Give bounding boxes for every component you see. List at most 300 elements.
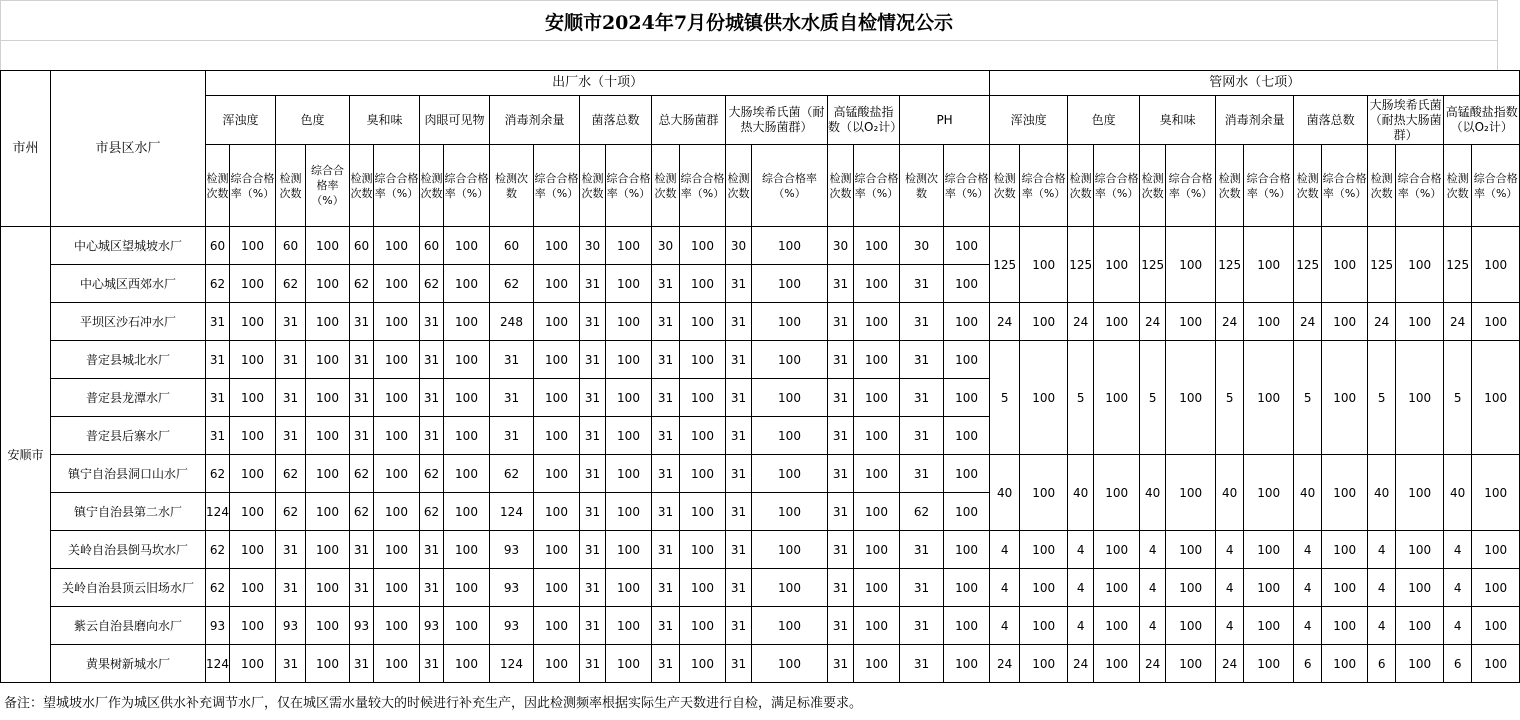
- factory-value: 100: [944, 531, 990, 569]
- factory-value: 31: [828, 607, 854, 645]
- factory-value: 100: [230, 227, 276, 265]
- factory-value: 60: [276, 227, 306, 265]
- factory-value: 100: [230, 455, 276, 493]
- factory-value: 100: [854, 303, 900, 341]
- factory-value: 31: [652, 265, 680, 303]
- network-value: 5: [1368, 341, 1396, 455]
- network-value: 100: [1094, 303, 1140, 341]
- header-test-count: 检测次数: [1368, 145, 1396, 227]
- factory-value: 62: [420, 493, 444, 531]
- factory-value: 31: [420, 341, 444, 379]
- factory-value: 100: [854, 265, 900, 303]
- header-test-count: 检测次数: [990, 145, 1020, 227]
- factory-value: 124: [490, 645, 534, 683]
- factory-value: 62: [206, 265, 230, 303]
- plant-name: 普定县龙潭水厂: [51, 379, 206, 417]
- factory-value: 100: [944, 341, 990, 379]
- header-pass-rate: 综合合格率（%）: [1094, 145, 1140, 227]
- factory-value: 100: [374, 645, 420, 683]
- header-test-count: 检测次数: [1216, 145, 1244, 227]
- network-value: 100: [1166, 607, 1216, 645]
- factory-value: 31: [726, 303, 752, 341]
- factory-value: 31: [726, 569, 752, 607]
- factory-value: 31: [828, 645, 854, 683]
- network-value: 125: [1068, 227, 1094, 303]
- water-quality-table: [0, 70, 1520, 683]
- factory-value: 100: [752, 417, 828, 455]
- header-network-item: 浑浊度: [990, 96, 1068, 145]
- factory-value: 31: [828, 265, 854, 303]
- factory-value: 62: [276, 493, 306, 531]
- factory-value: 31: [900, 645, 944, 683]
- factory-value: 100: [752, 455, 828, 493]
- factory-value: 31: [420, 379, 444, 417]
- factory-value: 100: [854, 455, 900, 493]
- network-value: 4: [1294, 607, 1322, 645]
- header-plant: 市县区水厂: [51, 71, 206, 227]
- factory-value: 31: [206, 417, 230, 455]
- factory-value: 100: [854, 493, 900, 531]
- factory-value: 100: [230, 303, 276, 341]
- factory-value: 93: [206, 607, 230, 645]
- factory-value: 100: [230, 493, 276, 531]
- network-value: 4: [1368, 531, 1396, 569]
- network-value: 100: [1322, 455, 1368, 531]
- factory-value: 62: [206, 531, 230, 569]
- table-row: [1, 607, 1520, 645]
- factory-value: 31: [900, 455, 944, 493]
- factory-value: 100: [680, 417, 726, 455]
- factory-value: 31: [652, 379, 680, 417]
- network-value: 40: [1294, 455, 1322, 531]
- factory-value: 31: [206, 379, 230, 417]
- factory-value: 100: [534, 341, 580, 379]
- network-value: 6: [1294, 645, 1322, 683]
- factory-value: 100: [534, 645, 580, 683]
- factory-value: 100: [230, 265, 276, 303]
- network-value: 100: [1244, 531, 1294, 569]
- table-row: [1, 645, 1520, 683]
- factory-value: 31: [726, 493, 752, 531]
- factory-value: 100: [230, 341, 276, 379]
- header-factory-item: 总大肠菌群: [652, 96, 726, 145]
- factory-value: 93: [420, 607, 444, 645]
- factory-value: 100: [680, 379, 726, 417]
- header-pass-rate: 综合合格率（%）: [944, 145, 990, 227]
- factory-value: 100: [444, 607, 490, 645]
- table-row: [1, 455, 1520, 493]
- header-network-item: 消毒剂余量: [1216, 96, 1294, 145]
- factory-value: 31: [276, 417, 306, 455]
- factory-value: 31: [580, 493, 606, 531]
- header-test-count: 检测次数: [350, 145, 374, 227]
- factory-value: 31: [580, 265, 606, 303]
- header-factory-item: 消毒剂余量: [490, 96, 580, 145]
- factory-value: 100: [444, 341, 490, 379]
- factory-value: 100: [374, 531, 420, 569]
- factory-value: 100: [374, 607, 420, 645]
- factory-value: 124: [206, 645, 230, 683]
- factory-value: 30: [580, 227, 606, 265]
- factory-value: 31: [420, 569, 444, 607]
- factory-value: 31: [652, 607, 680, 645]
- factory-value: 31: [206, 341, 230, 379]
- factory-value: 100: [752, 493, 828, 531]
- factory-value: 100: [854, 379, 900, 417]
- network-value: 100: [1396, 607, 1444, 645]
- network-value: 100: [1020, 645, 1068, 683]
- network-value: 100: [1244, 607, 1294, 645]
- network-value: 6: [1368, 645, 1396, 683]
- factory-value: 31: [652, 569, 680, 607]
- header-pass-rate: 综合合格率（%）: [1020, 145, 1068, 227]
- factory-value: 31: [726, 341, 752, 379]
- plant-name: 关岭自治县倒马坎水厂: [51, 531, 206, 569]
- header-test-count: 检测次数: [726, 145, 752, 227]
- header-network-item: 菌落总数: [1294, 96, 1368, 145]
- network-value: 5: [1294, 341, 1322, 455]
- header-pass-rate: 综合合格率（%）: [1322, 145, 1368, 227]
- factory-value: 100: [444, 265, 490, 303]
- factory-value: 100: [944, 645, 990, 683]
- network-value: 100: [1244, 569, 1294, 607]
- header-pass-rate: 综合合格率（%）: [1166, 145, 1216, 227]
- plant-name: 中心城区西郊水厂: [51, 265, 206, 303]
- factory-value: 100: [944, 227, 990, 265]
- factory-value: 31: [350, 531, 374, 569]
- factory-value: 100: [606, 227, 652, 265]
- network-value: 100: [1472, 531, 1520, 569]
- factory-value: 100: [752, 379, 828, 417]
- factory-value: 100: [944, 303, 990, 341]
- factory-value: 100: [306, 379, 350, 417]
- factory-value: 100: [854, 227, 900, 265]
- header-pass-rate: 综合合格率（%）: [230, 145, 276, 227]
- factory-value: 100: [306, 455, 350, 493]
- plant-name: 镇宁自治县第二水厂: [51, 493, 206, 531]
- factory-value: 31: [420, 417, 444, 455]
- header-factory-item: 浑浊度: [206, 96, 276, 145]
- factory-value: 62: [420, 265, 444, 303]
- factory-value: 100: [534, 569, 580, 607]
- header-factory-item: 高锰酸盐指数（以O₂计）: [828, 96, 900, 145]
- network-value: 100: [1094, 341, 1140, 455]
- factory-value: 100: [944, 455, 990, 493]
- network-value: 5: [1068, 341, 1094, 455]
- factory-value: 100: [680, 455, 726, 493]
- factory-value: 100: [230, 645, 276, 683]
- table-row: [1, 303, 1520, 341]
- factory-value: 31: [726, 531, 752, 569]
- network-value: 100: [1472, 341, 1520, 455]
- factory-value: 100: [534, 227, 580, 265]
- factory-value: 31: [276, 379, 306, 417]
- factory-value: 100: [752, 569, 828, 607]
- factory-value: 62: [206, 455, 230, 493]
- factory-value: 100: [854, 607, 900, 645]
- factory-value: 31: [726, 379, 752, 417]
- blank-row: [0, 40, 1498, 71]
- header-test-count: 检测次数: [580, 145, 606, 227]
- factory-value: 100: [680, 227, 726, 265]
- factory-value: 31: [828, 341, 854, 379]
- factory-value: 100: [680, 303, 726, 341]
- factory-value: 100: [606, 607, 652, 645]
- network-value: 4: [990, 531, 1020, 569]
- network-value: 100: [1322, 341, 1368, 455]
- factory-value: 100: [854, 569, 900, 607]
- header-city: 市州: [1, 71, 51, 227]
- factory-value: 100: [306, 493, 350, 531]
- factory-value: 93: [276, 607, 306, 645]
- network-value: 40: [1444, 455, 1472, 531]
- network-value: 100: [1472, 607, 1520, 645]
- factory-value: 62: [490, 265, 534, 303]
- factory-value: 100: [534, 379, 580, 417]
- factory-value: 100: [752, 265, 828, 303]
- network-value: 4: [1140, 569, 1166, 607]
- network-value: 100: [1166, 531, 1216, 569]
- factory-value: 100: [306, 569, 350, 607]
- factory-value: 100: [752, 645, 828, 683]
- factory-value: 31: [828, 303, 854, 341]
- factory-value: 93: [350, 607, 374, 645]
- plant-name: 平坝区沙石冲水厂: [51, 303, 206, 341]
- network-value: 5: [990, 341, 1020, 455]
- factory-value: 31: [580, 303, 606, 341]
- header-pass-rate: 综合合格率（%）: [534, 145, 580, 227]
- factory-value: 31: [350, 341, 374, 379]
- factory-value: 100: [534, 531, 580, 569]
- plant-name: 中心城区望城坡水厂: [51, 227, 206, 265]
- factory-value: 100: [752, 341, 828, 379]
- factory-value: 100: [444, 303, 490, 341]
- plant-name: 普定县城北水厂: [51, 341, 206, 379]
- factory-value: 100: [944, 493, 990, 531]
- factory-value: 100: [444, 379, 490, 417]
- table-row: [1, 531, 1520, 569]
- factory-value: 31: [276, 531, 306, 569]
- network-value: 24: [1216, 645, 1244, 683]
- factory-value: 100: [854, 645, 900, 683]
- factory-value: 100: [944, 607, 990, 645]
- header-test-count: 检测次数: [276, 145, 306, 227]
- network-value: 100: [1396, 227, 1444, 303]
- city-cell: 安顺市: [1, 227, 51, 683]
- factory-value: 31: [900, 379, 944, 417]
- factory-value: 31: [652, 531, 680, 569]
- factory-value: 100: [444, 417, 490, 455]
- factory-value: 31: [580, 455, 606, 493]
- table-row: [1, 227, 1520, 265]
- factory-value: 31: [350, 379, 374, 417]
- header-network-water: 管网水（七项）: [990, 71, 1520, 96]
- factory-value: 62: [206, 569, 230, 607]
- factory-value: 31: [420, 531, 444, 569]
- factory-value: 31: [652, 493, 680, 531]
- network-value: 4: [1140, 531, 1166, 569]
- network-value: 4: [1368, 607, 1396, 645]
- factory-value: 31: [726, 607, 752, 645]
- network-value: 125: [1368, 227, 1396, 303]
- factory-value: 62: [900, 493, 944, 531]
- factory-value: 100: [374, 265, 420, 303]
- factory-value: 100: [230, 569, 276, 607]
- header-pass-rate: 综合合格率（%）: [1244, 145, 1294, 227]
- factory-value: 31: [350, 417, 374, 455]
- network-value: 4: [1216, 607, 1244, 645]
- factory-value: 100: [534, 265, 580, 303]
- factory-value: 31: [900, 531, 944, 569]
- factory-value: 100: [444, 531, 490, 569]
- factory-value: 31: [828, 417, 854, 455]
- header-network-item: 色度: [1068, 96, 1140, 145]
- factory-value: 31: [206, 303, 230, 341]
- network-value: 100: [1244, 341, 1294, 455]
- factory-value: 100: [606, 303, 652, 341]
- factory-value: 62: [350, 455, 374, 493]
- network-value: 100: [1244, 645, 1294, 683]
- factory-value: 31: [726, 455, 752, 493]
- network-value: 40: [1068, 455, 1094, 531]
- network-value: 100: [1094, 569, 1140, 607]
- factory-value: 100: [306, 607, 350, 645]
- network-value: 100: [1396, 455, 1444, 531]
- factory-value: 100: [680, 493, 726, 531]
- factory-value: 62: [490, 455, 534, 493]
- factory-value: 100: [680, 341, 726, 379]
- factory-value: 100: [944, 265, 990, 303]
- factory-value: 31: [276, 645, 306, 683]
- factory-value: 60: [206, 227, 230, 265]
- factory-value: 100: [854, 417, 900, 455]
- header-factory-item: 臭和味: [350, 96, 420, 145]
- network-value: 24: [1140, 645, 1166, 683]
- header-test-count: 检测次数: [1068, 145, 1094, 227]
- network-value: 100: [1472, 227, 1520, 303]
- header-test-count: 检测次数: [900, 145, 944, 227]
- plant-name: 普定县后寨水厂: [51, 417, 206, 455]
- factory-value: 31: [828, 455, 854, 493]
- network-value: 24: [1216, 303, 1244, 341]
- factory-value: 62: [276, 455, 306, 493]
- factory-value: 100: [752, 227, 828, 265]
- network-value: 24: [1294, 303, 1322, 341]
- factory-value: 31: [726, 265, 752, 303]
- factory-value: 93: [490, 531, 534, 569]
- factory-value: 100: [680, 607, 726, 645]
- factory-value: 100: [854, 341, 900, 379]
- factory-value: 100: [374, 227, 420, 265]
- factory-value: 31: [580, 379, 606, 417]
- network-value: 24: [1068, 303, 1094, 341]
- factory-value: 100: [444, 493, 490, 531]
- header-factory-item: 色度: [276, 96, 350, 145]
- network-value: 100: [1396, 303, 1444, 341]
- network-value: 100: [1322, 227, 1368, 303]
- network-value: 100: [1396, 531, 1444, 569]
- network-value: 125: [1294, 227, 1322, 303]
- network-value: 5: [1216, 341, 1244, 455]
- header-test-count: 检测次数: [420, 145, 444, 227]
- network-value: 100: [1094, 645, 1140, 683]
- factory-value: 30: [652, 227, 680, 265]
- network-value: 100: [1094, 227, 1140, 303]
- factory-value: 31: [580, 569, 606, 607]
- factory-value: 31: [490, 417, 534, 455]
- factory-value: 30: [828, 227, 854, 265]
- network-value: 4: [1140, 607, 1166, 645]
- network-value: 4: [1368, 569, 1396, 607]
- header-pass-rate: 综合合格率（%）: [1472, 145, 1520, 227]
- factory-value: 31: [350, 569, 374, 607]
- factory-value: 100: [374, 417, 420, 455]
- header-network-item: 臭和味: [1140, 96, 1216, 145]
- factory-value: 100: [606, 569, 652, 607]
- network-value: 100: [1020, 455, 1068, 531]
- factory-value: 100: [534, 493, 580, 531]
- factory-value: 100: [306, 531, 350, 569]
- network-value: 4: [1444, 531, 1472, 569]
- header-pass-rate: 综合合格率（%）: [306, 145, 350, 227]
- header-pass-rate: 综合合格率（%）: [752, 145, 828, 227]
- network-value: 125: [1216, 227, 1244, 303]
- network-value: 100: [1472, 569, 1520, 607]
- network-value: 100: [1472, 303, 1520, 341]
- factory-value: 100: [444, 569, 490, 607]
- factory-value: 124: [206, 493, 230, 531]
- network-value: 100: [1472, 455, 1520, 531]
- header-pass-rate: 综合合格率（%）: [680, 145, 726, 227]
- network-value: 100: [1020, 607, 1068, 645]
- factory-value: 100: [854, 531, 900, 569]
- network-value: 100: [1396, 341, 1444, 455]
- factory-value: 31: [490, 341, 534, 379]
- network-value: 5: [1140, 341, 1166, 455]
- network-value: 4: [1294, 531, 1322, 569]
- network-value: 24: [1068, 645, 1094, 683]
- network-value: 4: [1216, 569, 1244, 607]
- report-title: 安顺市2024年7月份城镇供水水质自检情况公示: [0, 0, 1498, 41]
- factory-value: 31: [900, 341, 944, 379]
- network-value: 100: [1020, 569, 1068, 607]
- network-value: 24: [1368, 303, 1396, 341]
- factory-value: 100: [606, 379, 652, 417]
- network-value: 100: [1166, 569, 1216, 607]
- factory-value: 31: [726, 417, 752, 455]
- factory-value: 100: [306, 417, 350, 455]
- header-factory-water: 出厂水（十项）: [206, 71, 990, 96]
- header-pass-rate: 综合合格率（%）: [606, 145, 652, 227]
- factory-value: 31: [828, 379, 854, 417]
- factory-value: 31: [276, 569, 306, 607]
- factory-value: 100: [306, 341, 350, 379]
- factory-value: 100: [534, 303, 580, 341]
- factory-value: 100: [534, 455, 580, 493]
- network-value: 100: [1166, 303, 1216, 341]
- factory-value: 31: [900, 569, 944, 607]
- network-value: 100: [1396, 569, 1444, 607]
- network-value: 100: [1094, 607, 1140, 645]
- factory-value: 60: [350, 227, 374, 265]
- factory-value: 100: [230, 417, 276, 455]
- factory-value: 100: [944, 379, 990, 417]
- factory-value: 93: [490, 569, 534, 607]
- factory-value: 31: [276, 303, 306, 341]
- factory-value: 31: [350, 303, 374, 341]
- network-value: 100: [1322, 569, 1368, 607]
- network-value: 4: [1068, 607, 1094, 645]
